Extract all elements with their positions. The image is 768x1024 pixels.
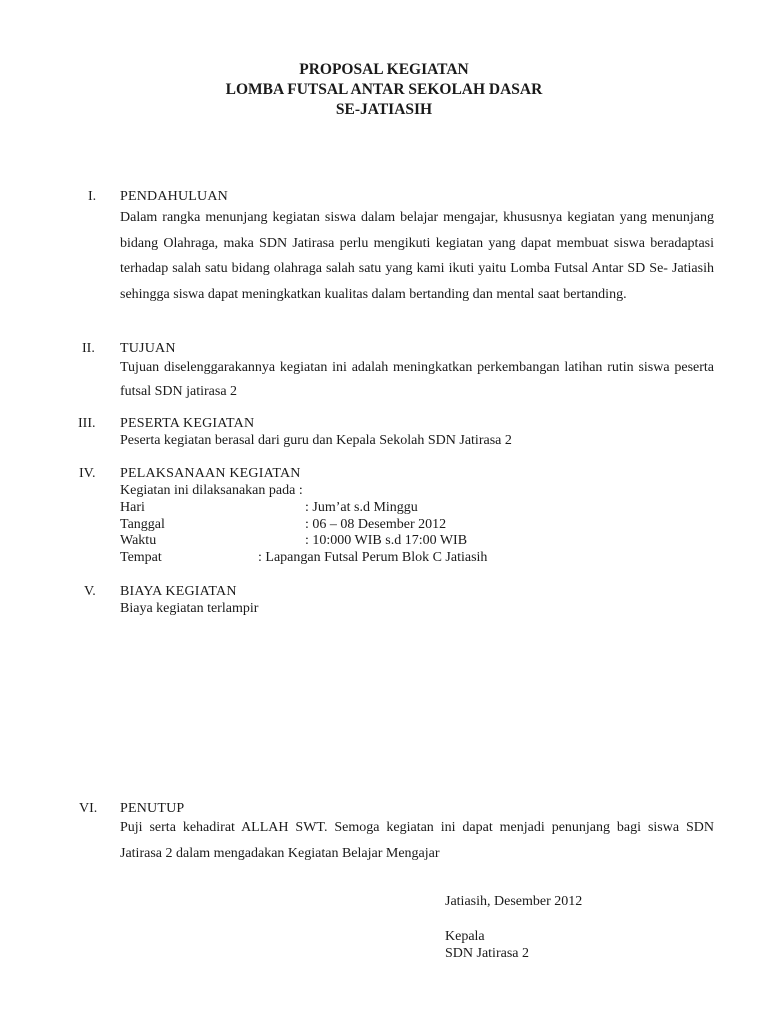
detail-value: : 10:000 WIB s.d 17:00 WIB (305, 533, 468, 548)
detail-row-tempat (120, 549, 487, 567)
section-heading-biaya: BIAYA KEGIATAN (120, 584, 237, 599)
detail-value: : Jum’at s.d Minggu (305, 500, 418, 515)
section-text-tujuan: Tujuan diselenggarakannya kegiatan ini adalah meningkatkan perkembangan latihan rutin siswa peserta futsal SDN jatirasa 2 (120, 360, 714, 399)
section-number-5: V. (84, 584, 96, 599)
detail-value: : Lapangan Futsal Perum Blok C Jatiasih (258, 550, 488, 565)
signature-role: Kepala (445, 929, 485, 944)
section-heading-pendahuluan: PENDAHULUAN (120, 189, 228, 204)
section-number-2: II. (82, 341, 95, 356)
section-number-3: III. (78, 416, 96, 431)
section-heading-penutup: PENUTUP (120, 801, 185, 816)
signature-institution: SDN Jatirasa 2 (445, 946, 529, 961)
detail-label: Hari (120, 500, 145, 515)
section-intro-pelaksanaan: Kegiatan ini dilaksanakan pada : (120, 483, 303, 498)
detail-label: Tempat (120, 550, 162, 565)
section-heading-pelaksanaan: PELAKSANAAN KEGIATAN (120, 466, 301, 481)
section-number-1: I. (88, 189, 97, 204)
section-number-4: IV. (79, 466, 96, 481)
section-heading-tujuan: TUJUAN (120, 341, 176, 356)
signature-place-date: Jatiasih, Desember 2012 (445, 894, 583, 909)
detail-row-waktu (120, 532, 467, 550)
section-heading-peserta: PESERTA KEGIATAN (120, 416, 255, 431)
section-text-peserta: Peserta kegiatan berasal dari guru dan Kepala Sekolah SDN Jatirasa 2 (120, 433, 512, 448)
document-title-line-3: SE-JATIASIH (335, 101, 433, 118)
detail-row-hari (120, 499, 418, 517)
section-text-pendahuluan: Dalam rangka menunjang kegiatan siswa dalam belajar mengajar, khususnya kegiatan yang menunjang bidang Olahraga, maka SDN Jatirasa perlu mengikuti kegiatan yang dapat membuat siswa beradaptasi terhadap salah satu bidang olahraga salah satu yang kami ikuti yaitu Lomba Futsal Antar SD Se- Jatiasih sehingga siswa dapat meningkatkan kualitas dalam bertanding dan mental saat bertanding. (120, 210, 714, 302)
section-text-penutup: Puji serta kehadirat ALLAH SWT. Semoga kegiatan ini dapat menjadi penunjang bagi siswa SDN Jatirasa 2 dalam mengadakan Kegiatan Belajar Mengajar (120, 820, 714, 861)
section-text-biaya: Biaya kegiatan terlampir (120, 601, 259, 616)
document-title-line-1: PROPOSAL KEGIATAN (299, 61, 469, 78)
detail-label: Waktu (120, 533, 157, 548)
section-number-6: VI. (79, 801, 98, 816)
detail-value: : 06 – 08 Desember 2012 (305, 517, 447, 532)
detail-label: Tanggal (120, 517, 165, 532)
document-title-line-2: LOMBA FUTSAL ANTAR SEKOLAH DASAR (225, 81, 543, 98)
